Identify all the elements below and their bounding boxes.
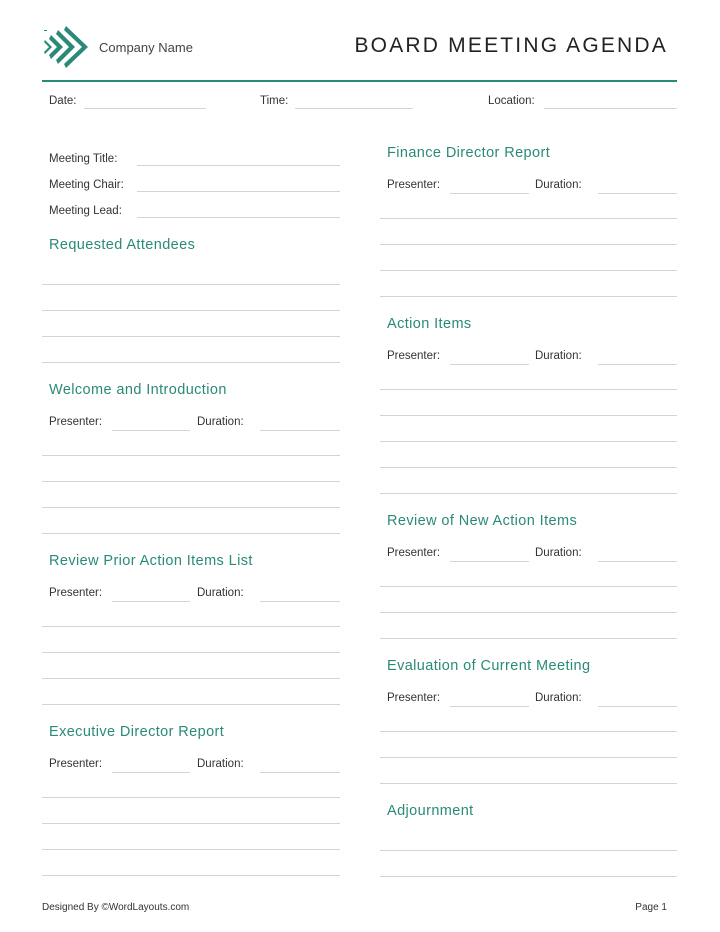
section-heading-action-items: Action Items — [387, 316, 472, 332]
write-line[interactable] — [42, 336, 340, 337]
presenter-field[interactable] — [450, 561, 529, 562]
section-heading-evaluation: Evaluation of Current Meeting — [387, 658, 591, 674]
location-field[interactable] — [544, 108, 677, 109]
write-line[interactable] — [42, 481, 340, 482]
write-line[interactable] — [42, 362, 340, 363]
write-line[interactable] — [42, 455, 340, 456]
write-line[interactable] — [42, 797, 340, 798]
write-line[interactable] — [380, 731, 677, 732]
write-line[interactable] — [380, 876, 677, 877]
section-heading-executive-director: Executive Director Report — [49, 724, 225, 740]
write-line[interactable] — [42, 626, 340, 627]
presenter-label: Presenter: — [387, 350, 441, 362]
presenter-field[interactable] — [112, 430, 190, 431]
meeting-lead-label: Meeting Lead: — [49, 205, 122, 217]
write-line[interactable] — [42, 823, 340, 824]
write-line[interactable] — [380, 415, 677, 416]
meeting-chair-label: Meeting Chair: — [49, 179, 124, 191]
duration-field[interactable] — [598, 193, 677, 194]
duration-field[interactable] — [598, 561, 677, 562]
time-field[interactable] — [295, 108, 413, 109]
section-heading-requested-attendees: Requested Attendees — [49, 237, 196, 253]
presenter-label: Presenter: — [49, 587, 103, 599]
write-line[interactable] — [380, 638, 677, 639]
document-title: BOARD MEETING AGENDA — [354, 34, 668, 57]
meeting-title-field[interactable] — [137, 165, 340, 166]
duration-label: Duration: — [535, 547, 582, 559]
write-line[interactable] — [380, 270, 677, 271]
write-line[interactable] — [380, 612, 677, 613]
write-line[interactable] — [380, 850, 677, 851]
write-line[interactable] — [380, 783, 677, 784]
section-heading-adjournment: Adjournment — [387, 803, 474, 819]
section-heading-finance-director: Finance Director Report — [387, 145, 551, 161]
write-line[interactable] — [42, 849, 340, 850]
company-name: Company Name — [99, 40, 193, 55]
write-line[interactable] — [380, 467, 677, 468]
meeting-lead-field[interactable] — [137, 217, 340, 218]
presenter-label: Presenter: — [387, 692, 441, 704]
write-line[interactable] — [42, 678, 340, 679]
write-line[interactable] — [380, 441, 677, 442]
presenter-field[interactable] — [450, 706, 529, 707]
header-divider — [42, 80, 677, 82]
write-line[interactable] — [380, 244, 677, 245]
section-heading-review-prior: Review Prior Action Items List — [49, 553, 253, 569]
write-line[interactable] — [380, 296, 677, 297]
write-line[interactable] — [42, 875, 340, 876]
duration-label: Duration: — [535, 350, 582, 362]
write-line[interactable] — [42, 533, 340, 534]
presenter-field[interactable] — [112, 601, 190, 602]
duration-label: Duration: — [535, 692, 582, 704]
duration-label: Duration: — [197, 416, 244, 428]
write-line[interactable] — [42, 310, 340, 311]
presenter-field[interactable] — [450, 193, 529, 194]
location-label: Location: — [488, 95, 535, 107]
duration-label: Duration: — [197, 758, 244, 770]
write-line[interactable] — [42, 652, 340, 653]
meeting-chair-field[interactable] — [137, 191, 340, 192]
presenter-label: Presenter: — [49, 416, 103, 428]
presenter-field[interactable] — [112, 772, 190, 773]
write-line[interactable] — [380, 586, 677, 587]
presenter-label: Presenter: — [49, 758, 103, 770]
date-label: Date: — [49, 95, 77, 107]
write-line[interactable] — [42, 704, 340, 705]
company-logo-icon — [44, 26, 90, 68]
presenter-label: Presenter: — [387, 179, 441, 191]
date-field[interactable] — [84, 108, 206, 109]
duration-field[interactable] — [260, 430, 340, 431]
presenter-field[interactable] — [450, 364, 529, 365]
write-line[interactable] — [42, 507, 340, 508]
write-line[interactable] — [380, 218, 677, 219]
duration-field[interactable] — [260, 772, 340, 773]
write-line[interactable] — [42, 284, 340, 285]
section-heading-welcome: Welcome and Introduction — [49, 382, 227, 398]
page-number: Page 1 — [635, 902, 667, 913]
duration-label: Duration: — [535, 179, 582, 191]
duration-label: Duration: — [197, 587, 244, 599]
presenter-label: Presenter: — [387, 547, 441, 559]
write-line[interactable] — [380, 757, 677, 758]
section-heading-review-new: Review of New Action Items — [387, 513, 578, 529]
footer-credit: Designed By ©WordLayouts.com — [42, 902, 190, 913]
write-line[interactable] — [380, 493, 677, 494]
duration-field[interactable] — [598, 706, 677, 707]
duration-field[interactable] — [598, 364, 677, 365]
duration-field[interactable] — [260, 601, 340, 602]
time-label: Time: — [260, 95, 289, 107]
write-line[interactable] — [380, 389, 677, 390]
meeting-title-label: Meeting Title: — [49, 153, 118, 165]
